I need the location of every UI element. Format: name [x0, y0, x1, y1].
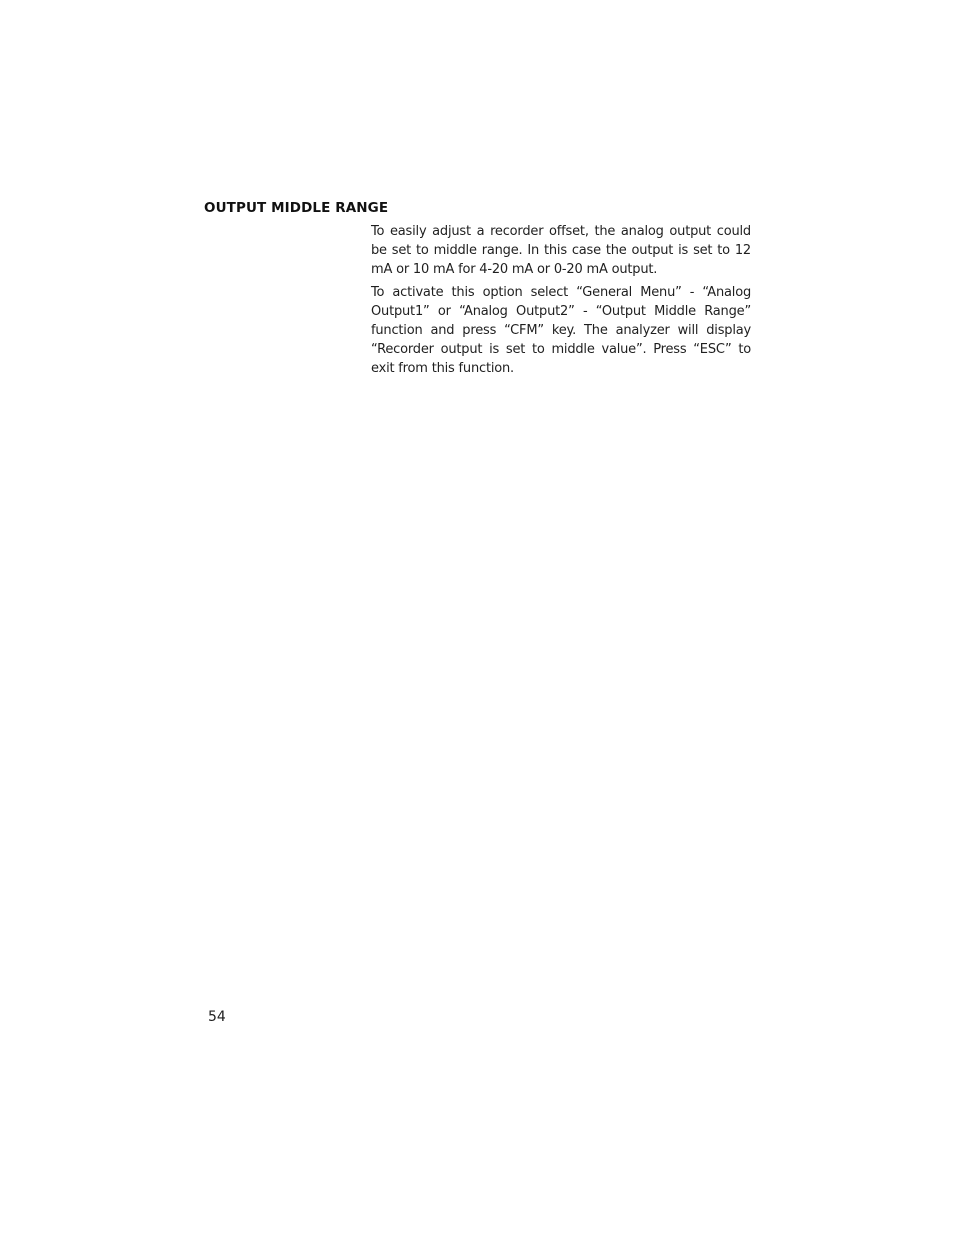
section-heading: OUTPUT MIDDLE RANGE	[204, 200, 389, 216]
page-number: 54	[208, 1009, 226, 1025]
body-text-column	[371, 222, 751, 382]
paragraph-output-description: To easily adjust a recorder offset, the analog output could be set to middle range. In this case the output is set to 12 mA or 10 mA for 4-20 mA or 0-20 mA output.	[371, 224, 751, 277]
paragraph-activation-instructions: To activate this option select “General Menu” - “Analog Output1” or “Analog Output2” - “Output Middle Range” function and press “CFM” key. The analyzer will display “Recorder output is set to middle value”. Press “ESC” to exit from this function.	[371, 285, 751, 376]
